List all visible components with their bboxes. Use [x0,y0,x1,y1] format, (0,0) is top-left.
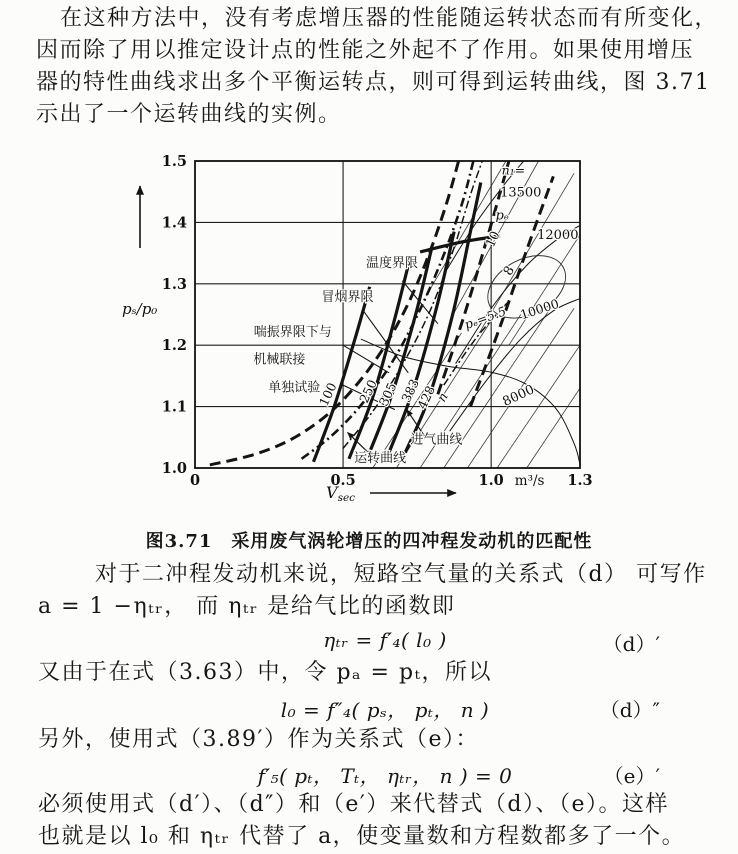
equation-number: （d）′ [602,632,660,656]
chart-label: 12000 [537,227,579,243]
x-tick-label: 0.5 [330,472,356,489]
chart-label: pₑ=5.5 [462,303,509,333]
y-tick-label: 1.4 [161,214,187,232]
y-tick-label: 1.5 [161,153,187,170]
chart-label: 13500 [500,185,542,201]
chart-label: 机械联接 [253,352,306,368]
equation-number: （d）″ [599,698,660,722]
paragraph: 又由于在式（3.63）中，令 pₐ = pₜ，所以 [38,660,492,685]
chart-label: 428 [414,383,438,412]
equation-row [0,694,738,720]
paragraph: 对于二冲程发动机来说，短路空气量的关系式（d） 可写作 [95,562,707,587]
paragraph: a = 1 −ηₜᵣ， 而 ηₜᵣ 是给气比的函数即 [38,594,456,619]
y-tick-label: 1.1 [161,398,187,416]
paragraph: 另外，使用式（3.89′）作为关系式（e）： [38,727,480,752]
chart-label: 运转曲线 [354,450,407,466]
equation-row [0,760,738,786]
paragraph: 也就是以 l₀ 和 ηₜᵣ 代替了 a，使变量数和方程数都多了一个。 [38,824,686,849]
chart-label: 10 [482,228,503,250]
chart-label: 温度界限 [365,256,418,272]
curve-intake-n100 [313,287,369,462]
chart-label: 383 [398,376,422,405]
curve-leader-temp-limit [402,281,438,324]
equation-d-prime: ηₜᵣ = f′₄( l₀ ) [323,628,447,652]
y-axis-label: pₛ/p₀ [122,300,158,318]
curve-pe-8 [470,176,553,406]
figure-3-71 [78,146,698,518]
y-tick-label: 1.3 [161,275,187,293]
equation-number: （e）′ [603,764,660,788]
text-line: 示出了一个运转曲线的实例。 [36,102,342,127]
y-tick-label: 1.0 [161,460,187,477]
chart-label: 100 [315,380,340,409]
chart-label: n₁= [501,162,526,178]
x-tick-label: 1.0 [478,472,504,489]
figure-caption: 图3.71 采用废气涡轮增压的四冲程发动机的匹配性 [145,531,593,552]
equation-e-prime: f′₅( pₜ， Tₜ， ηₜᵣ， n ) = 0 [257,764,513,788]
chart-label: 8000 [500,382,537,410]
curve-nt-13500 [444,161,524,275]
x-tick-label: 1.3 [567,472,593,489]
chart-label: 冒烟界限 [321,289,374,305]
chart-label: 305 [375,380,400,409]
text-line: 在这种方法中，没有考虑增压器的性能随运转状态而有所变化， [60,6,719,31]
paragraph: 必须使用式（d′）、（d″）和（e′）来代替式（d）、（e）。这样 [38,792,669,817]
chart-label: 10000 [518,295,561,323]
chart-label: n [433,389,451,405]
x-tick-label: 0 [189,472,201,489]
chart-label: 喘振界限下与 [253,324,332,340]
chart-label: 250 [356,377,380,406]
x-axis-unit: m³/s [514,473,545,489]
chart-label: 进气曲线 [410,432,463,448]
equation-d-double-prime: l₀ = f″₄( pₛ， pₜ， n ) [280,698,490,722]
chart-label: pₑ [495,208,509,224]
curve-leader-smoke-limit [364,311,408,372]
y-tick-label: 1.2 [161,337,187,355]
chart-label: 8 [500,263,519,279]
chart-label: 单独试验 [268,380,321,396]
text-line: 器的特性曲线求出多个平衡运转点，则可得到运转曲线，图 3.71 [36,70,711,95]
equation-row [0,628,738,654]
matching-chart [78,146,698,518]
x-axis-label: Vsec [326,483,356,504]
text-line: 因而除了用以推定设计点的性能之外起不了作用。如果使用增压 [36,38,695,63]
